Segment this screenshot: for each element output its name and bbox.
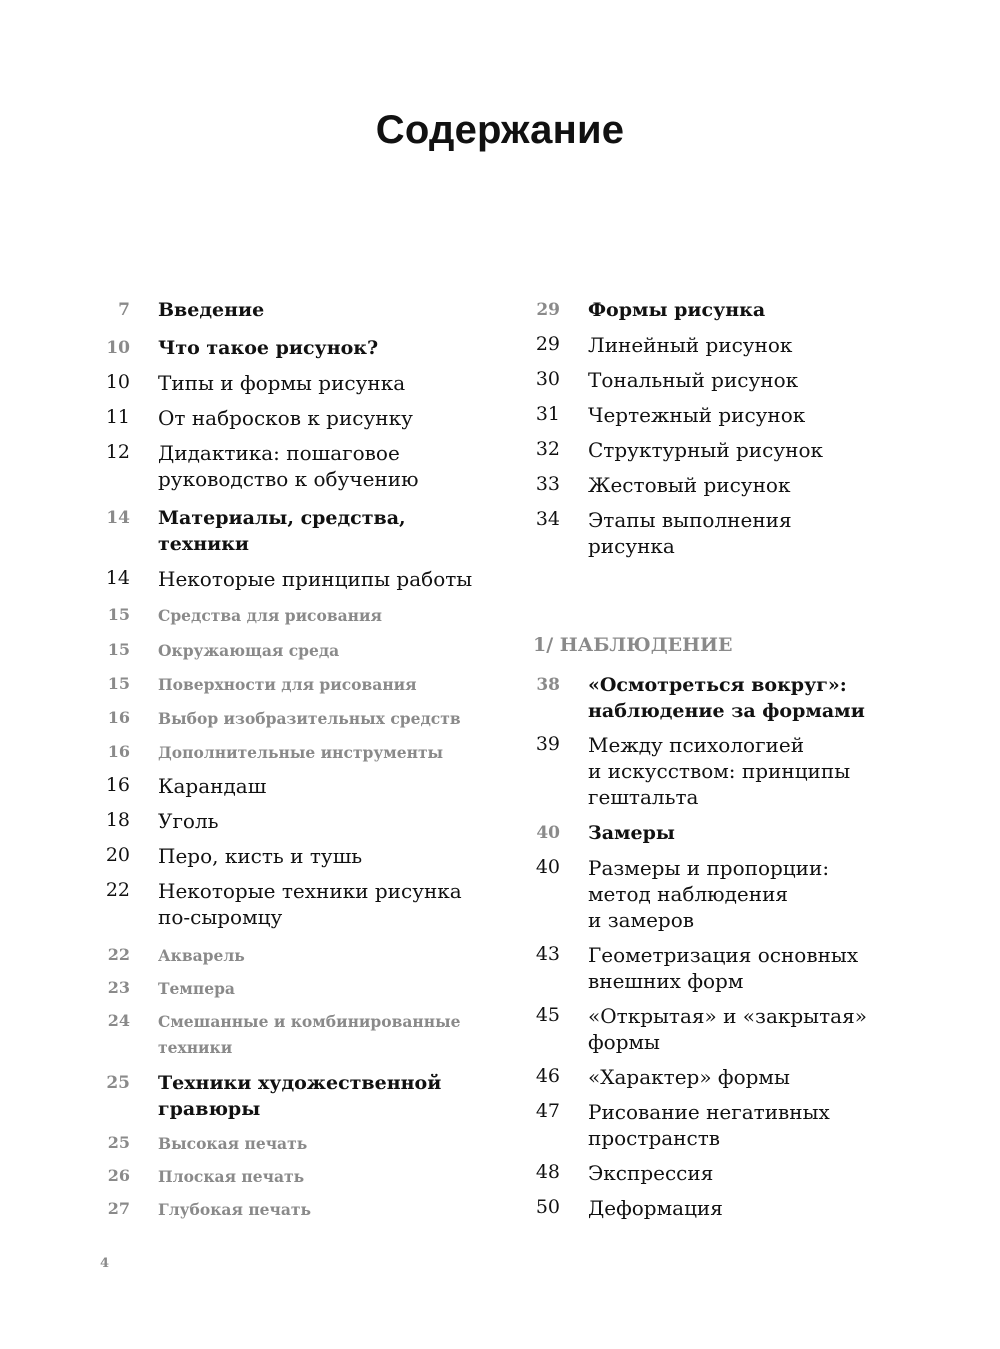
toc-entry-line: Материалы, средства,: [158, 507, 406, 529]
toc-page-number: 29: [535, 333, 560, 355]
toc-page-number: 27: [107, 1199, 130, 1218]
toc-entry-line: Рисование негативных: [588, 1100, 830, 1124]
toc-entry-title: [588, 437, 823, 463]
toc-entry-title: [158, 370, 405, 396]
toc-entry-line: Акварель: [158, 946, 245, 965]
toc-entry-title: [588, 472, 790, 498]
toc-entry-title: [158, 706, 461, 732]
toc-entry-line: Размеры и пропорции:: [588, 856, 830, 880]
toc-entry-title: [158, 638, 339, 664]
toc-page-number: 10: [106, 338, 130, 358]
toc-entry-line: Введение: [158, 299, 265, 321]
toc-entry-title: [588, 402, 805, 428]
toc-page-number: 43: [535, 943, 560, 965]
toc-page-number: 48: [535, 1161, 560, 1183]
toc-entry-title: [588, 1099, 830, 1151]
toc-entry-line: «Характер» формы: [588, 1065, 790, 1089]
toc-page-number: 34: [535, 508, 560, 530]
toc-entry-line: внешних форм: [588, 969, 744, 993]
toc-entry-line: Типы и формы рисунка: [158, 371, 406, 395]
toc-page-number: 38: [536, 675, 560, 695]
toc-page-number: 15: [107, 640, 130, 659]
toc-page-number: 29: [536, 300, 560, 320]
toc-page-number: 33: [535, 473, 560, 495]
toc-entry-line: наблюдение за формами: [588, 700, 865, 722]
toc-entry-title: [588, 855, 829, 933]
toc-entry-title: [158, 1197, 311, 1223]
toc-entry-title: [158, 297, 264, 323]
toc-entry-line: Темпера: [158, 979, 235, 998]
toc-page-number: 10: [105, 371, 130, 393]
toc-page-number: 16: [107, 742, 130, 761]
toc-page-number: 25: [106, 1073, 130, 1093]
toc-entry-title: [158, 976, 235, 1002]
toc-page-number: 16: [105, 774, 130, 796]
toc-entry-title: [158, 405, 413, 431]
toc-entry-title: [158, 672, 417, 698]
toc-entry-line: Плоская печать: [158, 1167, 305, 1186]
toc-page-number: 39: [535, 733, 560, 755]
toc-page-number: 7: [118, 300, 130, 320]
toc-entry-title: [158, 1070, 441, 1122]
toc-entry-line: руководство к обучению: [158, 467, 419, 491]
toc-page-number: 23: [107, 978, 130, 997]
toc-entry-title: [158, 440, 419, 492]
toc-entry-line: Выбор изобразительных средств: [158, 709, 461, 728]
toc-entry-line: формы: [588, 1030, 660, 1054]
toc-entry-line: Между психологией: [588, 733, 805, 757]
toc-entry-title: [588, 1195, 723, 1221]
toc-entry-line: Формы рисунка: [588, 299, 766, 321]
page-title: Содержание: [375, 108, 625, 152]
toc-entry-line: «Открытая» и «закрытая»: [588, 1004, 867, 1028]
toc-entry-line: Некоторые техники рисунка: [158, 879, 462, 903]
toc-entry-line: Этапы выполнения: [588, 508, 792, 532]
toc-entry-line: Тональный рисунок: [588, 368, 799, 392]
toc-entry-line: техники: [158, 533, 250, 555]
toc-entry-title: [588, 732, 850, 810]
toc-page-number: 22: [107, 945, 130, 964]
toc-page-number: 15: [107, 674, 130, 693]
toc-entry-line: Глубокая печать: [158, 1200, 312, 1219]
toc-entry-line: Деформация: [588, 1196, 723, 1220]
toc-page-number: 47: [535, 1100, 560, 1122]
toc-entry-line: Замеры: [588, 822, 675, 844]
toc-entry-title: [588, 672, 865, 724]
toc-entry-line: рисунка: [588, 534, 675, 558]
toc-entry-title: [588, 1160, 713, 1186]
toc-page-number: 46: [535, 1065, 560, 1087]
toc-entry-line: Карандаш: [158, 774, 267, 798]
toc-entry-line: Поверхности для рисования: [158, 675, 417, 694]
toc-entry-line: метод наблюдения: [588, 882, 789, 906]
toc-page-number: 45: [535, 1004, 560, 1026]
toc-entry-line: гештальта: [588, 785, 699, 809]
toc-entry-line: Структурный рисунок: [588, 438, 823, 462]
toc-page-number: 22: [105, 879, 130, 901]
page-number: 4: [100, 1256, 110, 1271]
toc-entry-line: Линейный рисунок: [588, 333, 793, 357]
toc-entry-line: Некоторые принципы работы: [158, 567, 473, 591]
toc-entry-line: гравюры: [158, 1098, 261, 1120]
toc-entry-title: [158, 505, 406, 557]
toc-entry-title: [158, 943, 245, 969]
toc-entry-line: Перо, кисть и тушь: [158, 844, 363, 868]
toc-entry-line: От набросков к рисунку: [158, 406, 413, 430]
toc-entry-line: по-сыромцу: [158, 905, 283, 929]
toc-entry-title: [158, 1009, 461, 1061]
toc-page-number: 32: [535, 438, 560, 460]
toc-entry-line: Уголь: [158, 809, 219, 833]
toc-entry-line: Высокая печать: [158, 1134, 308, 1153]
toc-entry-title: [158, 843, 362, 869]
toc-entry-title: [158, 335, 378, 361]
toc-entry-title: [158, 1131, 307, 1157]
toc-entry-line: Жестовый рисунок: [588, 473, 791, 497]
toc-entry-line: техники: [158, 1038, 233, 1057]
toc-entry-line: и искусством: принципы: [588, 759, 851, 783]
toc-entry-title: [158, 566, 472, 592]
toc-entry-line: Дидактика: пошаговое: [158, 441, 400, 465]
toc-entry-line: Средства для рисования: [158, 606, 382, 625]
toc-page-number: 50: [535, 1196, 560, 1218]
toc-entry-line: Окружающая среда: [158, 641, 340, 660]
toc-entry-title: [588, 507, 792, 559]
toc-page-number: 30: [535, 368, 560, 390]
toc-entry-title: [158, 773, 266, 799]
toc-page-number: 40: [535, 856, 560, 878]
toc-page-number: 15: [107, 605, 130, 624]
toc-entry-title: [588, 332, 792, 358]
toc-entry-title: [158, 740, 443, 766]
toc-entry-title: [588, 367, 798, 393]
section-heading: 1/ НАБЛЮДЕНИЕ: [533, 634, 733, 656]
toc-entry-line: Дополнительные инструменты: [158, 743, 444, 762]
toc-entry-line: Что такое рисунок?: [158, 337, 379, 359]
toc-page-number: 14: [106, 508, 130, 528]
toc-entry-line: Геометризация основных: [588, 943, 859, 967]
toc-page-number: 40: [536, 823, 560, 843]
toc-page-number: 20: [105, 844, 130, 866]
toc-page-number: 11: [105, 406, 130, 428]
toc-entry-title: [158, 878, 462, 930]
toc-entry-line: «Осмотреться вокруг»:: [588, 674, 847, 696]
toc-entry-title: [158, 1164, 304, 1190]
toc-page-number: 31: [535, 403, 560, 425]
toc-entry-line: Экспрессия: [588, 1161, 714, 1185]
toc-entry-line: пространств: [588, 1126, 721, 1150]
toc-page-number: 12: [105, 441, 130, 463]
toc-page-number: 25: [107, 1133, 130, 1152]
toc-page-number: 14: [105, 567, 130, 589]
toc-entry-title: [588, 820, 675, 846]
toc-entry-line: Техники художественной: [158, 1072, 442, 1094]
toc-page-number: 16: [107, 708, 130, 727]
toc-entry-title: [158, 808, 219, 834]
toc-page-number: 24: [107, 1011, 130, 1030]
toc-page-number: 18: [105, 809, 130, 831]
toc-page-number: 26: [107, 1166, 130, 1185]
toc-entry-line: Чертежный рисунок: [588, 403, 806, 427]
toc-entry-title: [158, 603, 382, 629]
toc-entry-title: [588, 942, 858, 994]
toc-entry-title: [588, 1064, 790, 1090]
toc-entry-title: [588, 297, 765, 323]
toc-entry-line: Смешанные и комбинированные: [158, 1012, 461, 1031]
toc-entry-line: и замеров: [588, 908, 695, 932]
toc-entry-title: [588, 1003, 867, 1055]
